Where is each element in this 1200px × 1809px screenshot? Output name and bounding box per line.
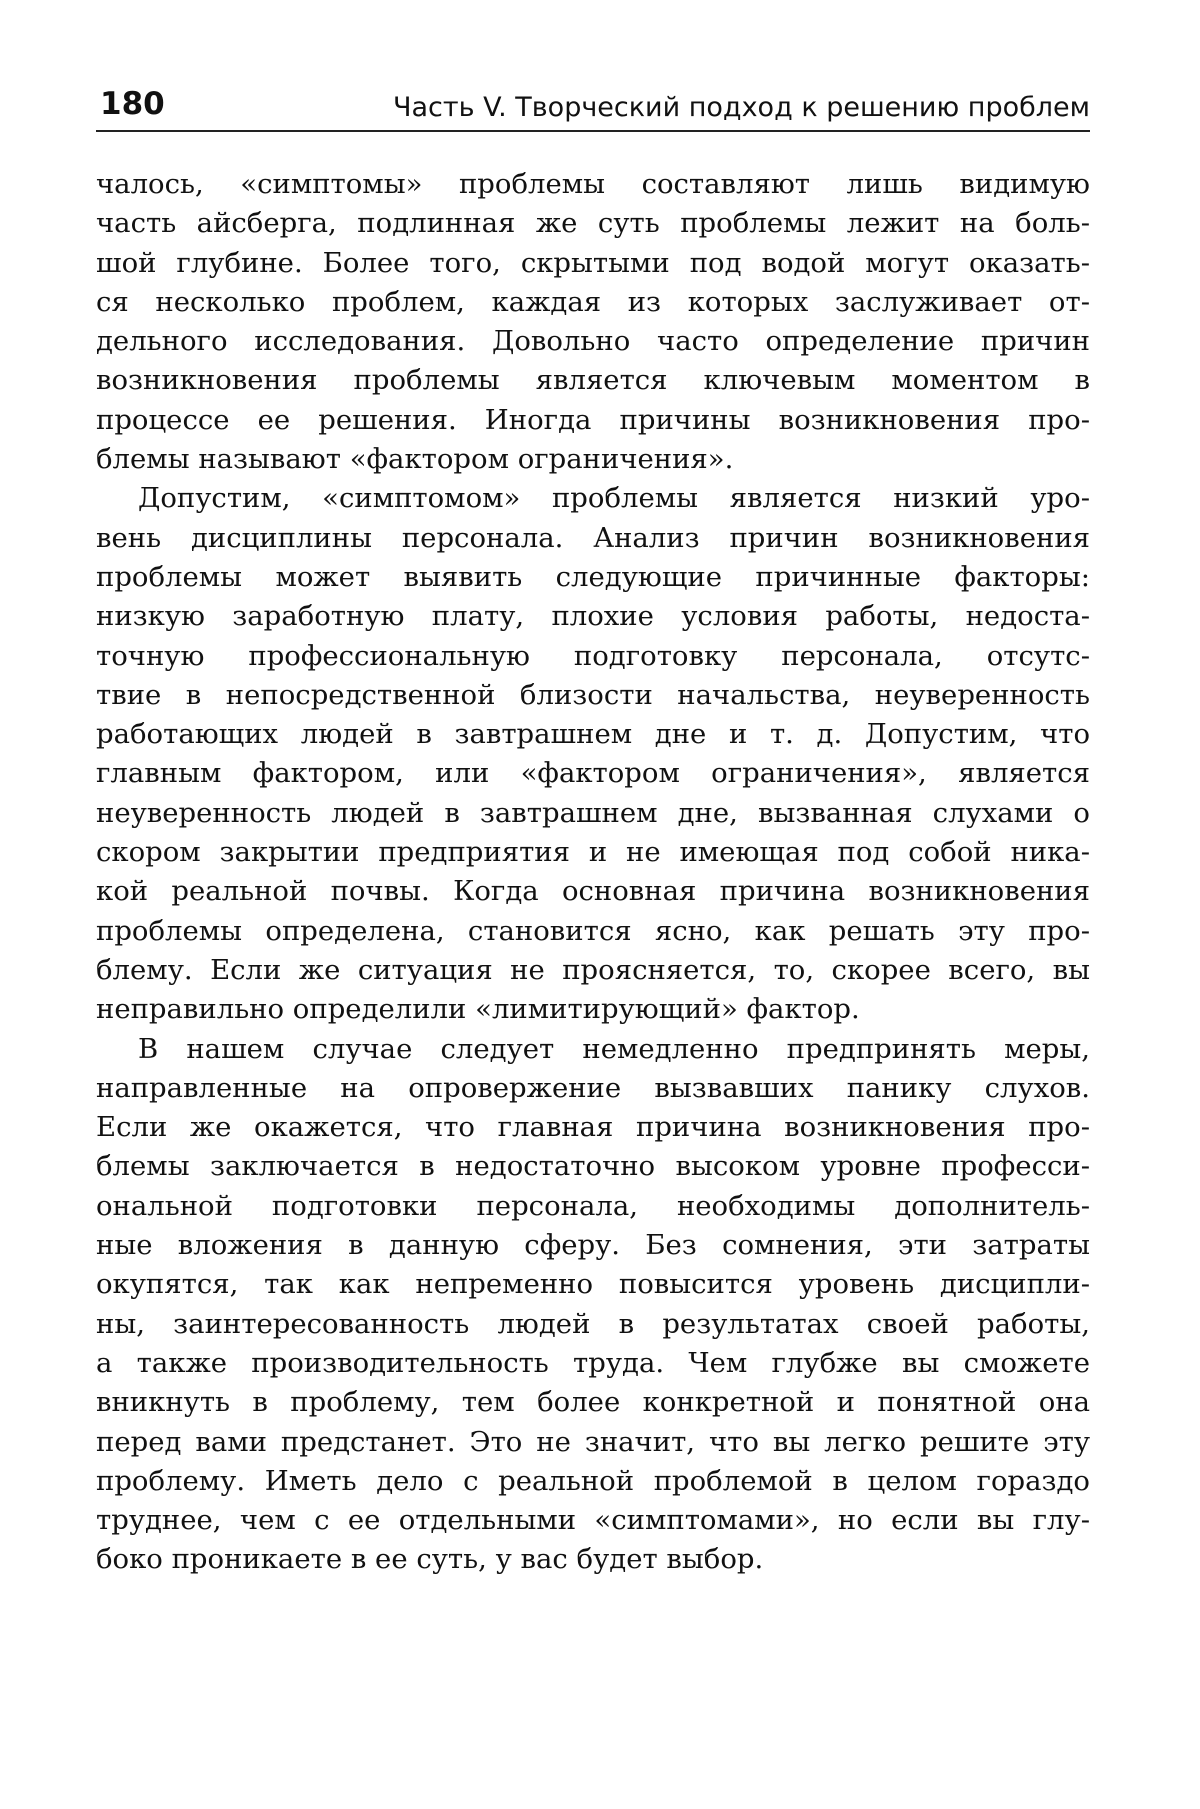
- text-line: направленные на опровержение вызвавших панику слухов.: [96, 1071, 1090, 1104]
- header-rule: [96, 130, 1090, 132]
- text-line: процессе ее решения. Иногда причины возникновения про-: [96, 403, 1090, 436]
- text-line: окупятся, так как непременно повысится уровень дисципли-: [96, 1268, 1090, 1301]
- text-line: точную профессиональную подготовку персонала, отсутс-: [96, 639, 1090, 672]
- section-title: Часть V. Творческий подход к решению проблем: [393, 92, 1090, 123]
- text-line: труднее, чем с ее отдельными «симптомами», но если вы глу-: [96, 1504, 1090, 1537]
- paragraph-3: [96, 1030, 1090, 1580]
- paragraph-1: [96, 165, 1090, 479]
- text-line: боко проникаете в ее суть, у вас будет выбор.: [96, 1543, 764, 1576]
- text-line: кой реальной почвы. Когда основная причина возникновения: [96, 875, 1090, 908]
- text-line: Если же окажется, что главная причина возникновения про-: [96, 1111, 1090, 1144]
- text-line: вень дисциплины персонала. Анализ причин возникновения: [96, 521, 1090, 554]
- text-line: блемы называют «фактором ограничения».: [96, 443, 734, 476]
- text-line: главным фактором, или «фактором ограничения», является: [96, 757, 1090, 790]
- text-line: Допустим, «симптомом» проблемы является низкий уро-: [138, 482, 1090, 515]
- text-line: возникновения проблемы является ключевым моментом в: [96, 364, 1090, 397]
- text-line: а также производительность труда. Чем глубже вы сможете: [96, 1346, 1090, 1379]
- text-line: вникнуть в проблему, тем более конкретной и понятной она: [96, 1386, 1090, 1419]
- body-text: [96, 165, 1090, 1580]
- text-line: неуверенность людей в завтрашнем дне, вызванная слухами о: [96, 796, 1090, 829]
- text-line: неправильно определили «лимитирующий» фактор.: [96, 993, 860, 1026]
- text-line: шой глубине. Более того, скрытыми под водой могут оказать-: [96, 246, 1090, 279]
- text-line: блему. Если же ситуация не проясняется, то, скорее всего, вы: [96, 953, 1090, 986]
- text-line: дельного исследования. Довольно часто определение причин: [96, 325, 1090, 358]
- running-header: [96, 80, 1090, 130]
- text-line: низкую заработную плату, плохие условия работы, недоста-: [96, 600, 1090, 633]
- text-line: скором закрытии предприятия и не имеющая под собой ника-: [96, 836, 1090, 869]
- text-line: проблему. Иметь дело с реальной проблемой в целом гораздо: [96, 1464, 1090, 1497]
- text-line: В нашем случае следует немедленно предпринять меры,: [138, 1032, 1090, 1065]
- text-line: твие в непосредственной близости начальства, неуверенность: [96, 678, 1090, 711]
- text-line: работающих людей в завтрашнем дне и т. д. Допустим, что: [96, 718, 1090, 751]
- text-line: ональной подготовки персонала, необходимы дополнитель-: [96, 1189, 1090, 1222]
- page-number: 180: [100, 86, 165, 122]
- text-line: ся несколько проблем, каждая из которых заслуживает от-: [96, 285, 1090, 318]
- text-line: перед вами предстанет. Это не значит, что вы легко решите эту: [96, 1425, 1090, 1458]
- text-line: проблемы может выявить следующие причинные факторы:: [96, 560, 1090, 593]
- text-line: ные вложения в данную сферу. Без сомнения, эти затраты: [96, 1229, 1090, 1262]
- text-line: чалось, «симптомы» проблемы составляют лишь видимую: [96, 168, 1090, 200]
- paragraph-2: [96, 479, 1090, 1029]
- text-line: часть айсберга, подлинная же суть проблемы лежит на боль-: [96, 207, 1090, 240]
- text-line: блемы заключается в недостаточно высоком уровне професси-: [96, 1150, 1090, 1183]
- text-line: ны, заинтересованность людей в результатах своей работы,: [96, 1307, 1090, 1340]
- text-line: проблемы определена, становится ясно, как решать эту про-: [96, 914, 1090, 947]
